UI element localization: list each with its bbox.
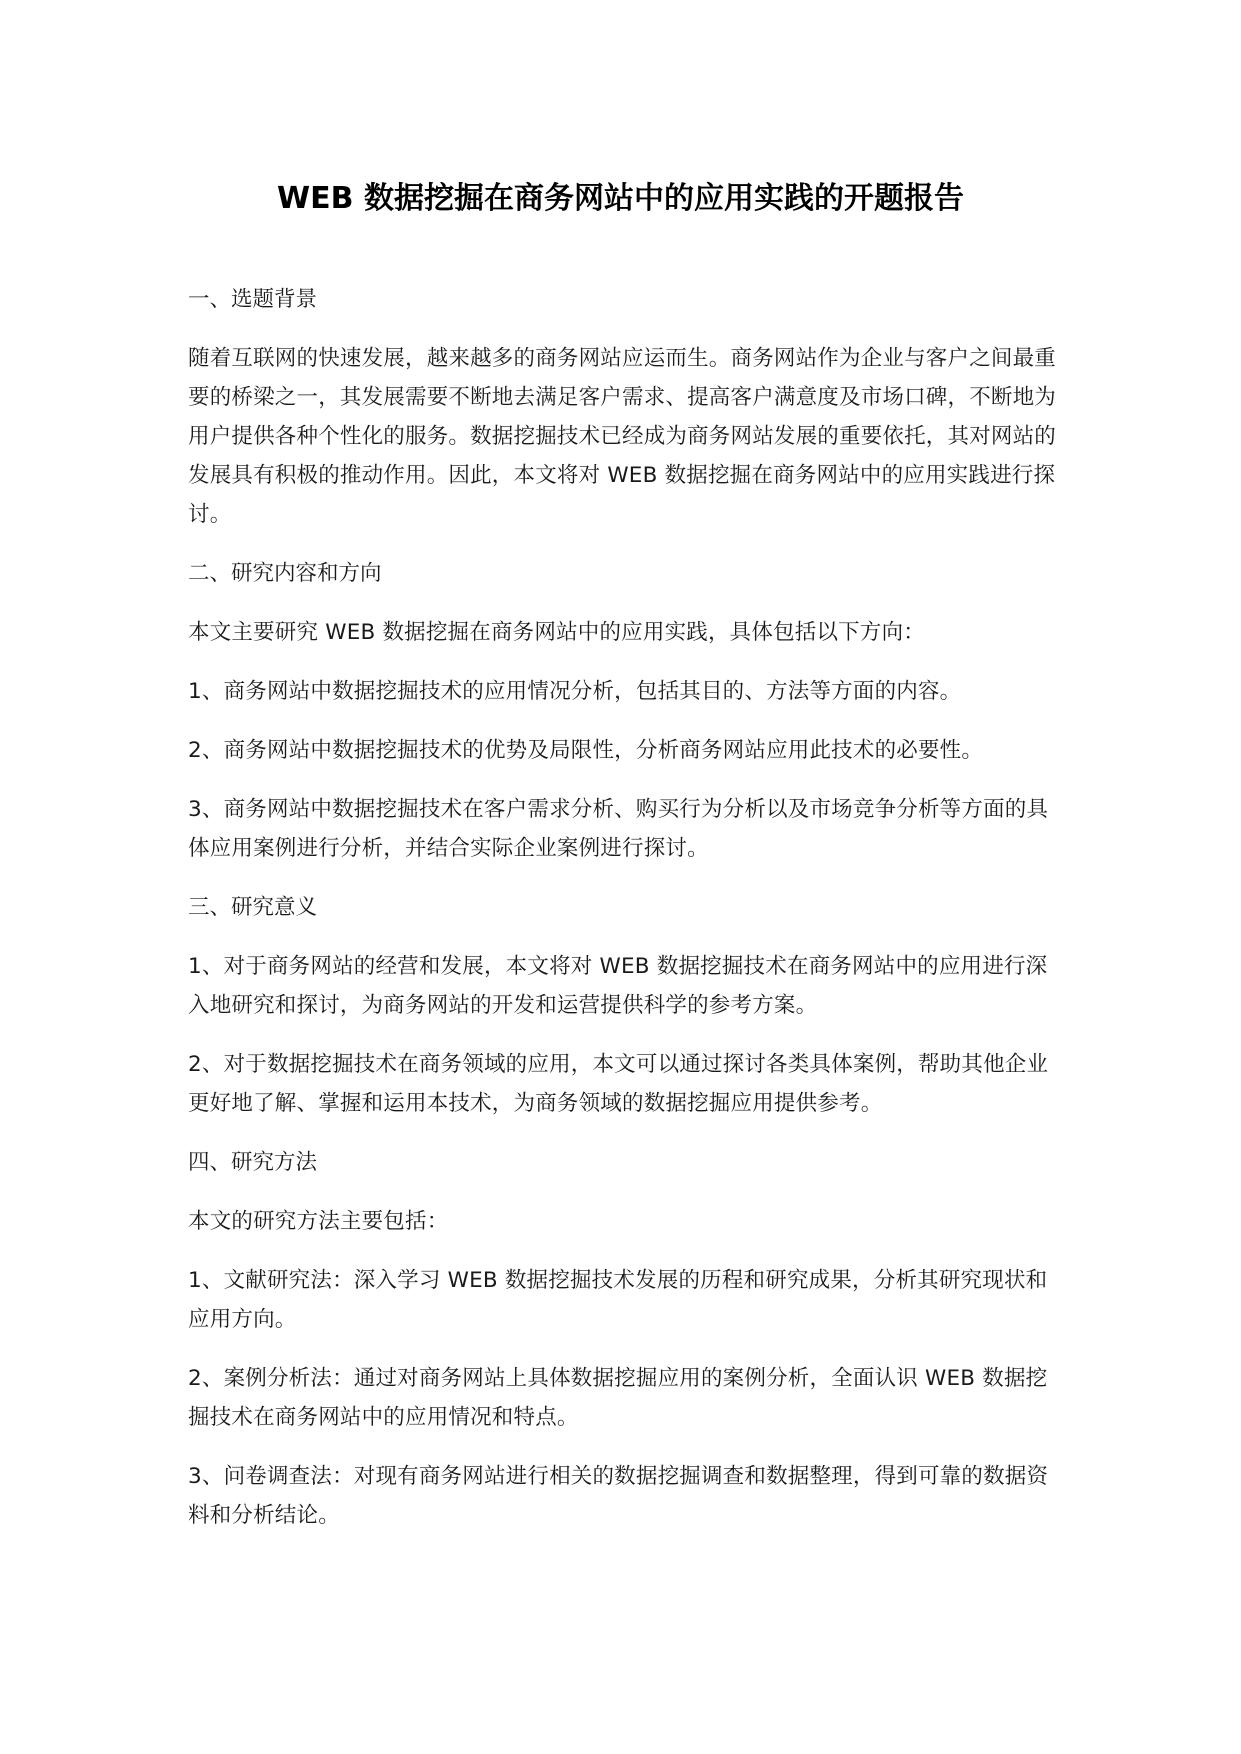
list-item-method-2: 2、案例分析法：通过对商务网站上具体数据挖掘应用的案例分析，全面认识 WEB 数据挖掘技术在商务网站中的应用情况和特点。 [188,1366,1048,1430]
paragraph-methods-intro: 本文的研究方法主要包括： [188,1209,449,1234]
list-item-method-1: 1、文献研究法：深入学习 WEB 数据挖掘技术发展的历程和研究成果，分析其研究现状和应用方向。 [188,1268,1048,1332]
list-item-significance-1: 1、对于商务网站的经营和发展，本文将对 WEB 数据挖掘技术在商务网站中的应用进行深入地研究和探讨，为商务网站的开发和运营提供科学的参考方案。 [188,954,1048,1018]
paragraph-content-intro: 本文主要研究 WEB 数据挖掘在商务网站中的应用实践，具体包括以下方向： [188,620,925,645]
section-heading-content: 二、研究内容和方向 [188,561,382,586]
section-heading-significance: 三、研究意义 [188,895,318,920]
list-item-content-1: 1、商务网站中数据挖掘技术的应用情况分析，包括其目的、方法等方面的内容。 [188,679,962,704]
section-heading-background: 一、选题背景 [188,287,318,312]
document-title: WEB 数据挖掘在商务网站中的应用实践的开题报告 [277,181,964,216]
list-item-significance-2: 2、对于数据挖掘技术在商务领域的应用，本文可以通过探讨各类具体案例，帮助其他企业更好地了解、掌握和运用本技术，为商务领域的数据挖掘应用提供参考。 [188,1052,1049,1116]
section-heading-methods: 四、研究方法 [188,1150,318,1175]
paragraph-background: 随着互联网的快速发展，越来越多的商务网站应运而生。商务网站作为企业与客户之间最重要的桥梁之一，其发展需要不断地去满足客户需求、提高客户满意度及市场口碑，不断地为用户提供各种个性化的服务。数据挖掘技术已经成为商务网站发展的重要依托，其对网站的发展具有积极的推动作用。因此，本文将对 WEB 数据挖掘在商务网站中的应用实践进行探讨。 [188,346,1057,527]
list-item-method-3: 3、问卷调查法：对现有商务网站进行相关的数据挖掘调查和数据整理，得到可靠的数据资料和分析结论。 [188,1464,1049,1528]
list-item-content-3: 3、商务网站中数据挖掘技术在客户需求分析、购买行为分析以及市场竞争分析等方面的具体应用案例进行分析，并结合实际企业案例进行探讨。 [188,797,1049,861]
document-body [188,280,1058,1555]
list-item-content-2: 2、商务网站中数据挖掘技术的优势及局限性，分析商务网站应用此技术的必要性。 [188,738,984,763]
